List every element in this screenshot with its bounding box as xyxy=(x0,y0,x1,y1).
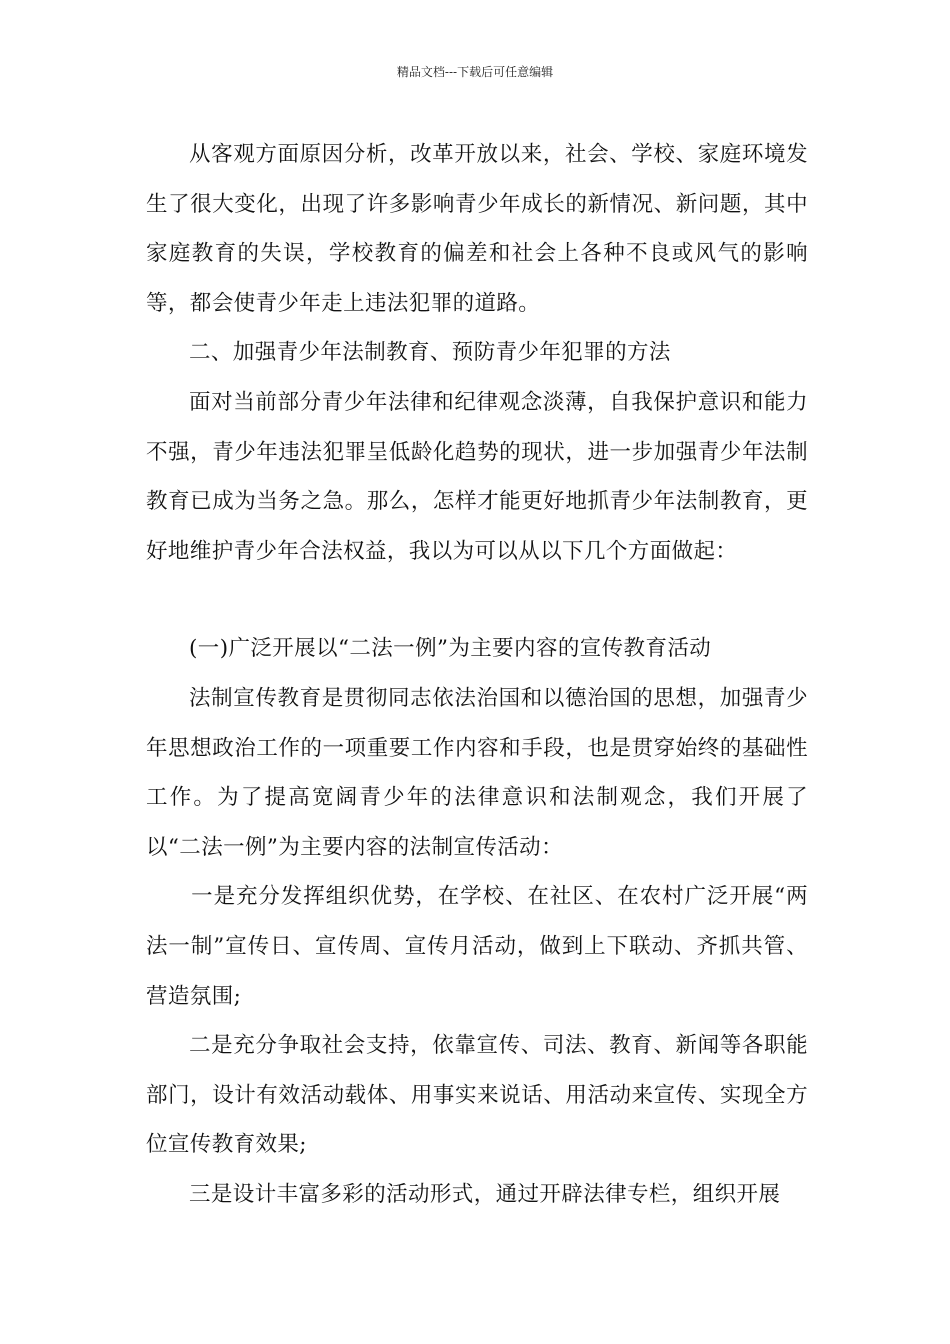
paragraph-point-three: 三是设计丰富多彩的活动形式，通过开辟法律专栏，组织开展 xyxy=(189,1181,781,1207)
paragraph-spacer xyxy=(146,576,808,624)
paragraph-legal-education: 法制宣传教育是贯彻同志依法治国和以德治国的思想，加强青少年思想政治工作的一项重要工作内容和手段，也是贯穿始终的基础性工作。为了提高宽阔青少年的法律意识和法制观念，我们开展了以“二法一例”为主要内容的法制宣传活动： xyxy=(146,685,808,860)
document-body xyxy=(146,130,808,1219)
paragraph-point-one: 一是充分发挥组织优势，在学校、在社区、在农村广泛开展“两法一制”宣传日、宣传周、宣传月活动，做到上下联动、齐抓共管、营造氛围; xyxy=(146,884,808,1009)
paragraph-objective-causes: 从客观方面原因分析，改革开放以来，社会、学校、家庭环境发生了很大变化，出现了许多影响青少年成长的新情况、新问题，其中家庭教育的失误，学校教育的偏差和社会上各种不良或风气的影响等，都会使青少年走上违法犯罪的道路。 xyxy=(146,142,808,316)
paragraph-current-situation: 面对当前部分青少年法律和纪律观念淡薄，自我保护意识和能力不强，青少年违法犯罪呈低龄化趋势的现状，进一步加强青少年法制教育已成为当务之急。那么，怎样才能更好地抓青少年法制教育，更好地维护青少年合法权益，我以为可以从以下几个方面做起： xyxy=(146,389,808,564)
section-heading-methods: 二、加强青少年法制教育、预防青少年犯罪的方法 xyxy=(189,340,671,366)
page-header: 精品文档---下载后可任意编辑 xyxy=(396,65,554,79)
paragraph-point-two: 二是充分争取社会支持，依靠宣传、司法、教育、新闻等各职能部门，设计有效活动载体、用事实来说话、用活动来宣传、实现全方位宣传教育效果; xyxy=(146,1033,808,1158)
subsection-heading-publicity: (一)广泛开展以“二法一例”为主要内容的宣传教育活动 xyxy=(189,636,712,662)
